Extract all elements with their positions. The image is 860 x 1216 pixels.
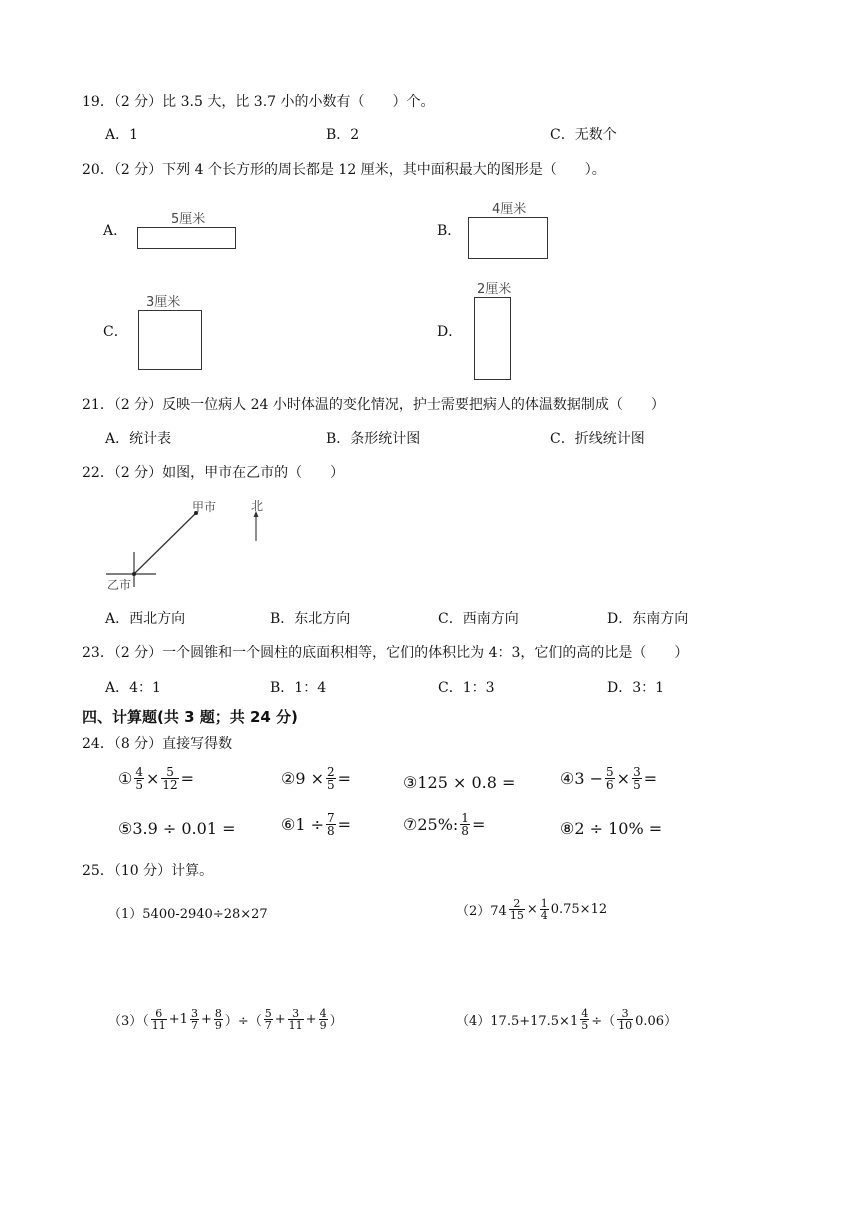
question-21-stem: 21．（2 分）反映一位病人 24 小时体温的变化情况，护士需要把病人的体温数据制成（ ） (82, 397, 665, 413)
question-23-stem: 23．（2 分）一个圆锥和一个圆柱的底面积相等，它们的体积比为 4：3，它们的高的比是（ ） (82, 645, 689, 661)
q24-item-7 (403, 812, 485, 837)
q24-item-1-number: ① (118, 769, 133, 788)
q22-option-d: D．东南方向 (607, 611, 689, 627)
operator: ）÷（ (224, 1014, 262, 1029)
q24-item-5: ⑤3.9 ÷ 0.01 = (118, 819, 236, 838)
fraction: $\frac{1}{4}$ (540, 897, 548, 922)
q24-item-6 (281, 812, 351, 837)
q25-part-4-lead: （4）17.5+17.5×1 (456, 1014, 579, 1029)
operator: ÷（ (591, 1014, 616, 1029)
section-4-title: 四、计算题(共 3 题；共 24 分) (82, 708, 298, 726)
q24-item-4-expr: ④3 − (560, 769, 604, 788)
q21-option-a: A．统计表 (105, 431, 172, 447)
q23-option-d: D．3：1 (607, 680, 665, 696)
operator: + (200, 1012, 212, 1027)
rectangle-c (138, 310, 202, 370)
q25-part-2 (456, 898, 607, 921)
fraction: $\frac{5}{7}$ (264, 1007, 272, 1032)
equals-sign: = (337, 769, 352, 788)
operator: × (616, 769, 631, 788)
q20-option-b: B． (437, 223, 462, 239)
q24-item-3: ③125 × 0.8 = (403, 773, 516, 792)
q20-option-d: D． (437, 324, 463, 340)
operator: +1 (168, 1012, 188, 1027)
rectangle-d (474, 297, 511, 380)
q23-option-a: A．4：1 (105, 680, 161, 696)
fraction: $\frac{2}{5}$ (327, 765, 335, 792)
q25-part-3 (108, 1008, 343, 1031)
q24-item-7-expr: ⑦25%: (403, 815, 459, 834)
fraction: $\frac{5}{12}$ (162, 765, 178, 792)
equals-sign: = (337, 815, 352, 834)
q19-option-b: B．2 (326, 127, 360, 143)
q19-option-c: C．无数个 (550, 127, 617, 143)
equals-sign: = (180, 769, 195, 788)
operator: + (305, 1012, 317, 1027)
q24-item-2-expr: ②9 × (281, 769, 325, 788)
city-b-label: 乙市 (107, 578, 132, 592)
fraction: $\frac{6}{11}$ (151, 1007, 166, 1032)
equals-sign: = (471, 815, 486, 834)
rect-d-width-label: 2厘米 (477, 282, 512, 297)
fraction: $\frac{1}{8}$ (461, 811, 469, 838)
rect-a-width-label: 5厘米 (171, 212, 206, 227)
fraction: $\frac{3}{11}$ (288, 1007, 303, 1032)
operator: + (274, 1012, 286, 1027)
fraction: $\frac{4}{5}$ (135, 765, 143, 792)
question-19-stem: 19．（2 分）比 3.5 大，比 3.7 小的小数有（ ）个。 (82, 94, 435, 110)
q24-item-4 (560, 766, 657, 791)
fraction: $\frac{4}{9}$ (319, 1007, 327, 1032)
q24-item-2 (281, 766, 351, 791)
north-label: 北 (251, 499, 264, 513)
fraction: $\frac{3}{7}$ (190, 1007, 198, 1032)
q21-option-c: C．折线统计图 (550, 431, 645, 447)
fraction: $\frac{7}{8}$ (327, 811, 335, 838)
operator: × (145, 769, 160, 788)
operator: × (526, 902, 538, 917)
fraction: $\frac{3}{10}$ (618, 1007, 633, 1032)
map-connecting-line (134, 513, 196, 574)
q24-item-8: ⑧2 ÷ 10% = (560, 819, 663, 838)
q22-option-b: B．东北方向 (270, 611, 351, 627)
fraction: $\frac{4}{5}$ (581, 1007, 589, 1032)
q21-option-b: B．条形统计图 (326, 431, 421, 447)
fraction: $\frac{8}{9}$ (214, 1007, 222, 1032)
q25-part-2-lead: （2）74 (456, 904, 507, 919)
q23-option-c: C．1：3 (438, 680, 495, 696)
fraction: $\frac{2}{15}$ (509, 897, 524, 922)
q25-part-4-tail: 0.06） (635, 1014, 678, 1029)
q20-option-a: A． (103, 223, 128, 239)
q20-option-c: C． (103, 324, 128, 340)
rectangle-a (137, 227, 236, 249)
q25-part-1: （1）5400-2940÷28×27 (108, 907, 268, 922)
q23-option-b: B．1：4 (270, 680, 327, 696)
q22-option-c: C．西南方向 (438, 611, 519, 627)
rect-b-width-label: 4厘米 (492, 202, 527, 217)
question-22-stem: 22．（2 分）如图，甲市在乙市的（ ） (82, 465, 345, 481)
q22-option-a: A．西北方向 (105, 611, 186, 627)
q25-part-2-tail: 0.75×12 (550, 902, 608, 917)
city-a-label: 甲市 (192, 500, 217, 514)
fraction: $\frac{3}{5}$ (633, 765, 641, 792)
q19-option-a: A．1 (105, 127, 139, 143)
q24-item-1 (118, 766, 194, 791)
fraction: $\frac{5}{6}$ (606, 765, 614, 792)
city-b-point (132, 572, 136, 576)
operator: ） (329, 1014, 343, 1029)
q25-part-3-lead: （3）（ (108, 1014, 149, 1029)
rectangle-b (468, 217, 548, 259)
question-24-stem: 24．（8 分）直接写得数 (82, 736, 233, 752)
question-25-stem: 25．（10 分）计算。 (82, 863, 214, 879)
question-20-stem: 20．（2 分）下列 4 个长方形的周长都是 12 厘米，其中面积最大的图形是（ ）。 (82, 162, 606, 178)
q24-item-6-expr: ⑥1 ÷ (281, 815, 325, 834)
rect-c-width-label: 3厘米 (146, 295, 181, 310)
equals-sign: = (643, 769, 658, 788)
q25-part-4 (456, 1008, 677, 1031)
